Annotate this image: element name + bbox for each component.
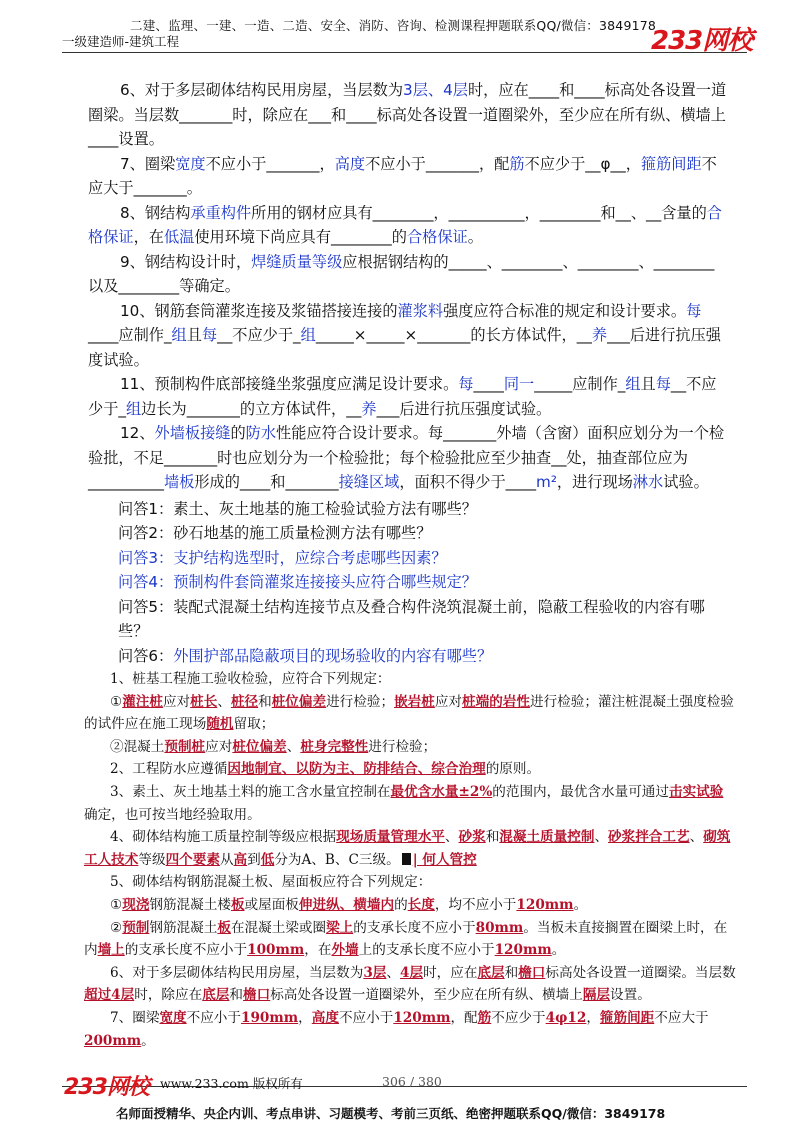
highlight-term: 宽度 [175,154,206,173]
page-header [0,0,800,56]
key-phrase: 120mm [516,896,574,913]
highlight-term: 灌浆料 [397,301,444,320]
answer-5-1: ①现浇钢筋混凝土楼板或屋面板伸进纵、横墙内的长度，均不应小于120mm。 [110,896,588,913]
highlight-term: 每 [201,326,218,344]
question-6: 6、对于多层砌体结构民用房屋，当层数为3层、4层时，应在____和____标高处各设置一道圈梁。当层数_______时，除应在___和____标高处各设置一道圈梁外，至少应在所有纵、横墙上____设置。 [88,81,727,148]
key-phrase: 混凝土质量控制 [499,829,595,846]
key-phrase: 砌筑工人技术 [84,829,731,868]
answer-7: 7、圈梁宽度不应小于190mm，高度不应小于120mm，配筋不应少于4φ12，箍筋间距不应大于200mm。 [84,1009,709,1049]
key-phrase: | 何人管控 [412,851,477,868]
key-phrase: 120mm [494,942,552,959]
highlight-term: 养 [591,326,608,344]
key-phrase: 4φ12 [545,1009,587,1026]
qa-1: 问答1：素土、灰土地基的施工检验试验方法有哪些？ [118,499,477,518]
key-phrase: 砂浆拌合工艺 [608,829,690,846]
highlight-term: 组 [125,399,142,418]
highlight-term: 外围护部品隐蔽项目的现场验收的内容有哪些？ [173,646,493,665]
document-body [84,78,736,1052]
highlight-term: 箍筋间距 [640,154,702,173]
key-phrase: 桩端的岩性 [462,693,530,710]
qa-6: 问答6：外围护部品隐蔽项目的现场验收的内容有哪些？ [118,646,493,665]
highlight-term: 外墙板接缝 [154,424,231,442]
key-phrase: 桩身完整性 [300,738,369,755]
highlight-term: 每 [686,301,702,320]
key-phrase: 板 [217,919,231,936]
key-phrase: 120mm [393,1009,451,1026]
highlight-term: m² [536,473,557,491]
key-phrase: 3层 [363,964,387,981]
header-subject: 一级建造师-建筑工程 [62,34,180,49]
key-phrase: 桩位偏差 [232,738,287,755]
question-9: 9、钢结构设计时，焊缝质量等级应根据钢结构的_____、________、________、________以及________等确定。 [88,252,715,295]
qa-5: 问答5：装配式混凝土结构连接节点及叠合构件浇筑混凝土前，隐蔽工程验收的内容有哪些？ [118,597,705,640]
answer-2: 2、工程防水应遵循因地制宜、以防为主、防排结合、综合治理的原则。 [110,761,541,778]
copyright: www.233.com 版权所有 [160,1076,303,1091]
key-phrase: 嵌岩桩 [394,693,435,710]
highlight-term: 筋 [509,154,525,173]
key-phrase: 预制桩 [164,738,206,755]
highlight-term: 合格保证 [88,203,722,246]
key-phrase: 隔层 [582,987,611,1004]
key-phrase: 四个要素 [165,851,220,868]
highlight-term: 墙板 [163,473,195,491]
key-phrase: 底层 [202,987,230,1004]
question-7: 7、圈梁宽度不应小于_______，高度不应小于_______，配筋不应少于__φ__，箍筋间距不应大于_______。 [88,154,717,197]
brand-logo[interactable]: 233网校 [651,26,753,56]
key-phrase: 砂浆 [458,829,486,846]
key-phrase: 低 [260,851,275,868]
key-phrase: 筋 [477,1009,492,1026]
highlight-term: 淋水 [632,473,664,491]
answers-section [84,668,736,1052]
key-phrase: 长度 [407,896,435,913]
key-phrase: 底层 [477,964,505,981]
highlight-term: 组 [300,326,316,344]
key-phrase: 梁上 [326,919,354,936]
highlight-term: 3层、4层 [403,81,468,99]
answer-1-2: ②混凝土预制桩应对桩位偏差、桩身完整性进行检验； [110,738,437,755]
key-phrase: 预制 [122,919,150,936]
footer-promo-line: 名师面授精华、央企内训、考点串讲、习题模考、考前三页纸、绝密押题联系QQ/微信：3849178 [116,1106,666,1121]
highlight-term: 低温 [163,228,195,246]
key-phrase: 随机 [206,716,234,733]
key-phrase: 板 [230,896,245,913]
highlight-term: 每 [655,375,671,393]
answer-5-2: ②预制钢筋混凝土板在混凝土梁或圈梁上的支承长度不应小于80mm。当板未直接搁置在圈梁上时，在内墙上的支承长度不应小于100mm，在外墙上的支承长度不应小于120mm。 [84,919,728,959]
page-number: 306 / 380 [382,1074,442,1089]
key-phrase: 80mm [475,919,524,936]
key-phrase: 箍筋间距 [599,1009,655,1026]
page-footer [0,1074,800,1132]
key-phrase: 桩长 [190,693,218,710]
highlight-term: 组 [625,375,641,393]
key-phrase: 灌注桩 [122,693,163,710]
highlight-term: 每 [458,375,474,393]
key-phrase: 现场质量管理水平 [336,829,445,846]
qa-4: 问答4：预制构件套筒灌浆连接接头应符合哪些规定？ [118,573,477,591]
highlight-term: 承重构件 [190,203,252,222]
question-10: 10、钢筋套筒灌浆连接及浆锚搭接连接的灌浆料强度应符合标准的规定和设计要求。每____应制作_组且每__不应少于_组_____×_____×_______的长方体试件，__养___后进行抗压强度试验。 [88,301,721,369]
highlight-term: 防水 [245,424,277,442]
header-contact-line: 二建、监理、一建、一造、二造、安全、消防、咨询、检测课程押题联系QQ/微信：3849178 [130,18,657,33]
answer-1: 1、桩基工程施工验收检验，应符合下列规定： [110,671,391,687]
key-phrase: 最优含水量±2% [390,783,493,800]
header-divider [62,52,747,53]
highlight-term: 高度 [334,154,366,173]
footer-logo[interactable]: 233网校 [64,1075,149,1100]
key-phrase: 因地制宜、以防为主、防排结合、综合治理 [227,761,486,778]
key-phrase: 墙上 [97,942,125,959]
key-phrase: 190mm [241,1009,299,1026]
key-phrase: 超过4层 [84,987,135,1004]
highlight-term: 合格保证 [406,228,468,246]
key-phrase: 高度 [311,1009,339,1026]
key-phrase: 檐口 [518,964,546,981]
answer-6: 6、对于多层砌体结构民用房屋，当层数为3层、4层时，应在底层和檐口标高处各设置一道圈梁。当层数超过4层时，除应在底层和檐口标高处各设置一道圈梁外，至少应在所有纵、横墙上隔层设置。 [84,964,736,1004]
highlight-term: 同一 [503,375,535,393]
qa-3: 问答3：支护结构选型时，应综合考虑哪些因素？ [118,548,447,567]
question-8: 8、钢结构承重构件所用的钢材应具有________，__________，________和__、__含量的合格保证，在低温使用环境下尚应具有________的合格保证。 [88,203,722,246]
key-phrase: 现浇 [122,896,150,913]
key-phrase: 檐口 [243,987,271,1004]
question-12: 12、外墙板接缝的防水性能应符合设计要求。每_______外墙（含窗）面积应划分为一个检验批，不足_______时也应划分为一个检验批；每个检验批应至少抽查__处，抽查部位应为__________墙板形成的____和_______接缝区域，面积不得少于____m²，进行现场淋水试验。 [88,424,725,491]
key-phrase: 伸进纵、横墙内 [298,896,395,913]
highlight-term: 焊缝质量等级 [251,252,343,271]
answer-5: 5、砌体结构钢筋混凝土板、屋面板应符合下列规定： [110,874,432,891]
key-phrase: 200mm [84,1032,142,1049]
key-phrase: 桩位偏差 [271,693,327,710]
answer-4: 4、砌体结构施工质量控制等级应根据现场质量管理水平、砂浆和混凝土质量控制、砂浆拌合工艺、砌筑工人技术等级四个要素从高到低分为A、B、C三级。 | 何人管控 [84,829,731,868]
highlight-term: 组 [171,326,187,344]
highlight-term: 接缝区域 [338,473,400,491]
answer-1-1: ①灌注桩应对桩长、桩径和桩位偏差进行检验；嵌岩桩应对桩端的岩性进行检验；灌注桩混凝土强度检验的试件应在施工现场随机留取； [84,693,734,733]
key-phrase: 桩径 [230,693,259,710]
key-phrase: 高 [233,851,248,868]
key-phrase: 4层 [400,964,424,981]
question-11: 11、预制构件底部接缝坐浆强度应满足设计要求。每____同一_____应制作_组且每__不应少于_组边长为_______的立方体试件，__养___后进行抗压强度试验。 [88,375,717,418]
key-phrase: 宽度 [159,1009,187,1026]
black-block-marker [402,853,411,865]
key-phrase: 100mm [247,942,305,959]
qa-2: 问答2：砂石地基的施工质量检测方法有哪些？ [118,524,432,542]
answer-3: 3、素土、灰土地基土料的施工含水量宜控制在最优含水量±2%的范围内，最优含水量可通过击实试验确定，也可按当地经验取用。 [84,783,724,823]
highlight-term: 养 [361,399,377,418]
key-phrase: 外墙 [331,942,359,959]
key-phrase: 击实试验 [668,783,724,800]
